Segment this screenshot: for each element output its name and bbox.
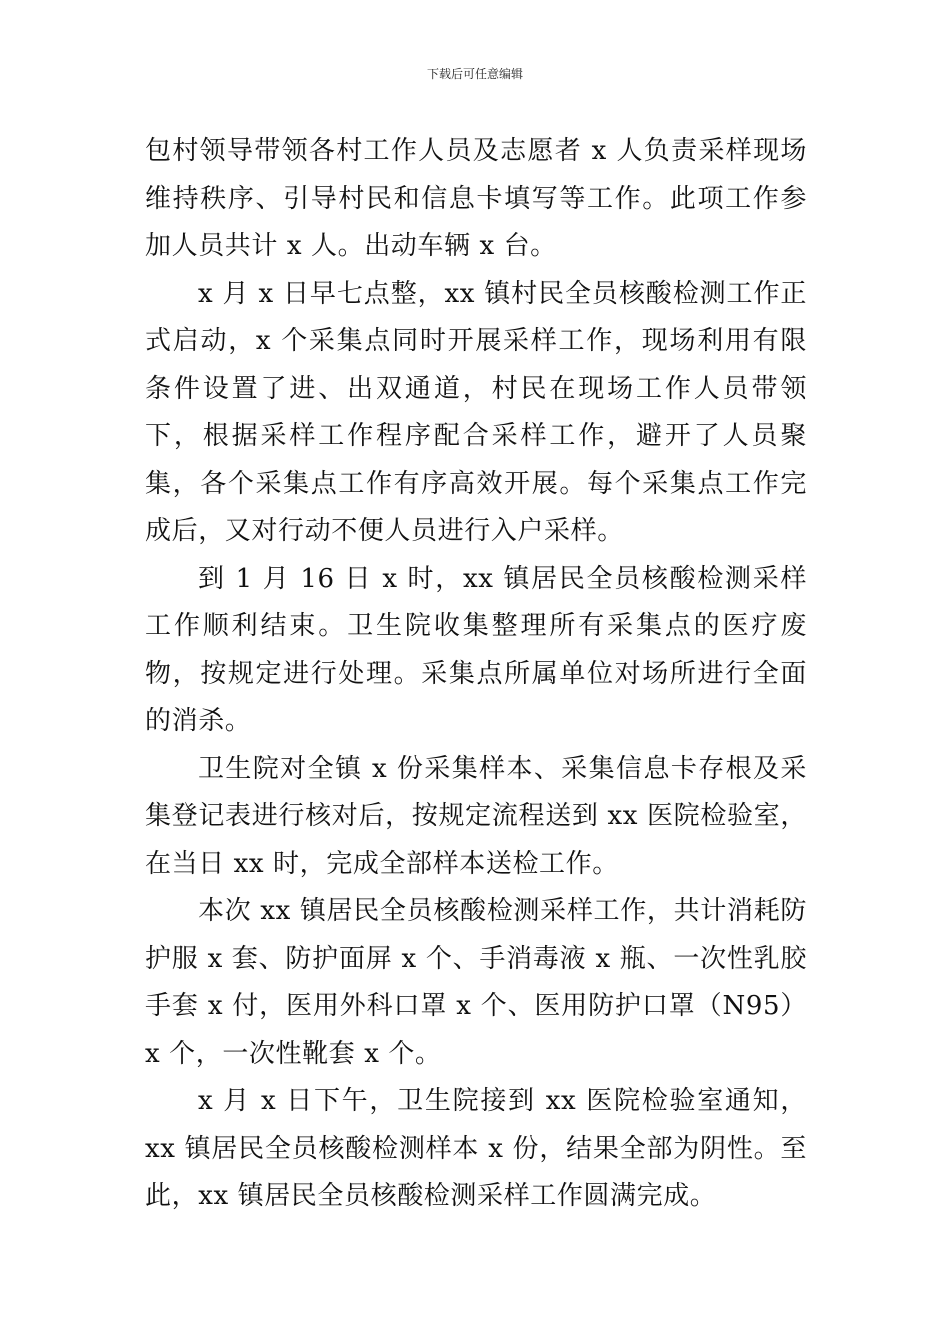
page-header-note: 下载后可任意编辑	[426, 67, 523, 81]
document-body	[145, 128, 807, 1221]
paragraph: x 月 x 日下午，卫生院接到 xx 医院检验室通知，xx 镇居民全员核酸检测样本 x 份，结果全部为阴性。至此，xx 镇居民全员核酸检测采样工作圆满完成。	[145, 1086, 807, 1211]
paragraph: 到 1 月 16 日 x 时，xx 镇居民全员核酸检测采样工作顺利结束。卫生院收集整理所有采集点的医疗废物，按规定进行处理。采集点所属单位对场所进行全面的消杀。	[145, 563, 807, 736]
paragraph: 卫生院对全镇 x 份采集样本、采集信息卡存根及采集登记表进行核对后，按规定流程送到 xx 医院检验室，在当日 xx 时，完成全部样本送检工作。	[145, 753, 807, 879]
paragraph: x 月 x 日早七点整，xx 镇村民全员核酸检测工作正式启动，x 个采集点同时开展采样工作，现场利用有限条件设置了进、出双通道，村民在现场工作人员带领下，根据采样工作程序配合采样工作，避开了人员聚集，各个采集点工作有序高效开展。每个采集点工作完成后，又对行动不便人员进行入户采样。	[145, 278, 807, 546]
paragraph: 本次 xx 镇居民全员核酸检测采样工作，共计消耗防护服 x 套、防护面屏 x 个、手消毒液 x 瓶、一次性乳胶手套 x 付，医用外科口罩 x 个、医用防护口罩（N95）x 个，一次性靴套 x 个。	[145, 896, 807, 1069]
paragraph-continuation: 包村领导带领各村工作人员及志愿者 x 人负责采样现场维持秩序、引导村民和信息卡填写等工作。此项工作参加人员共计 x 人。出动车辆 x 台。	[145, 136, 807, 261]
